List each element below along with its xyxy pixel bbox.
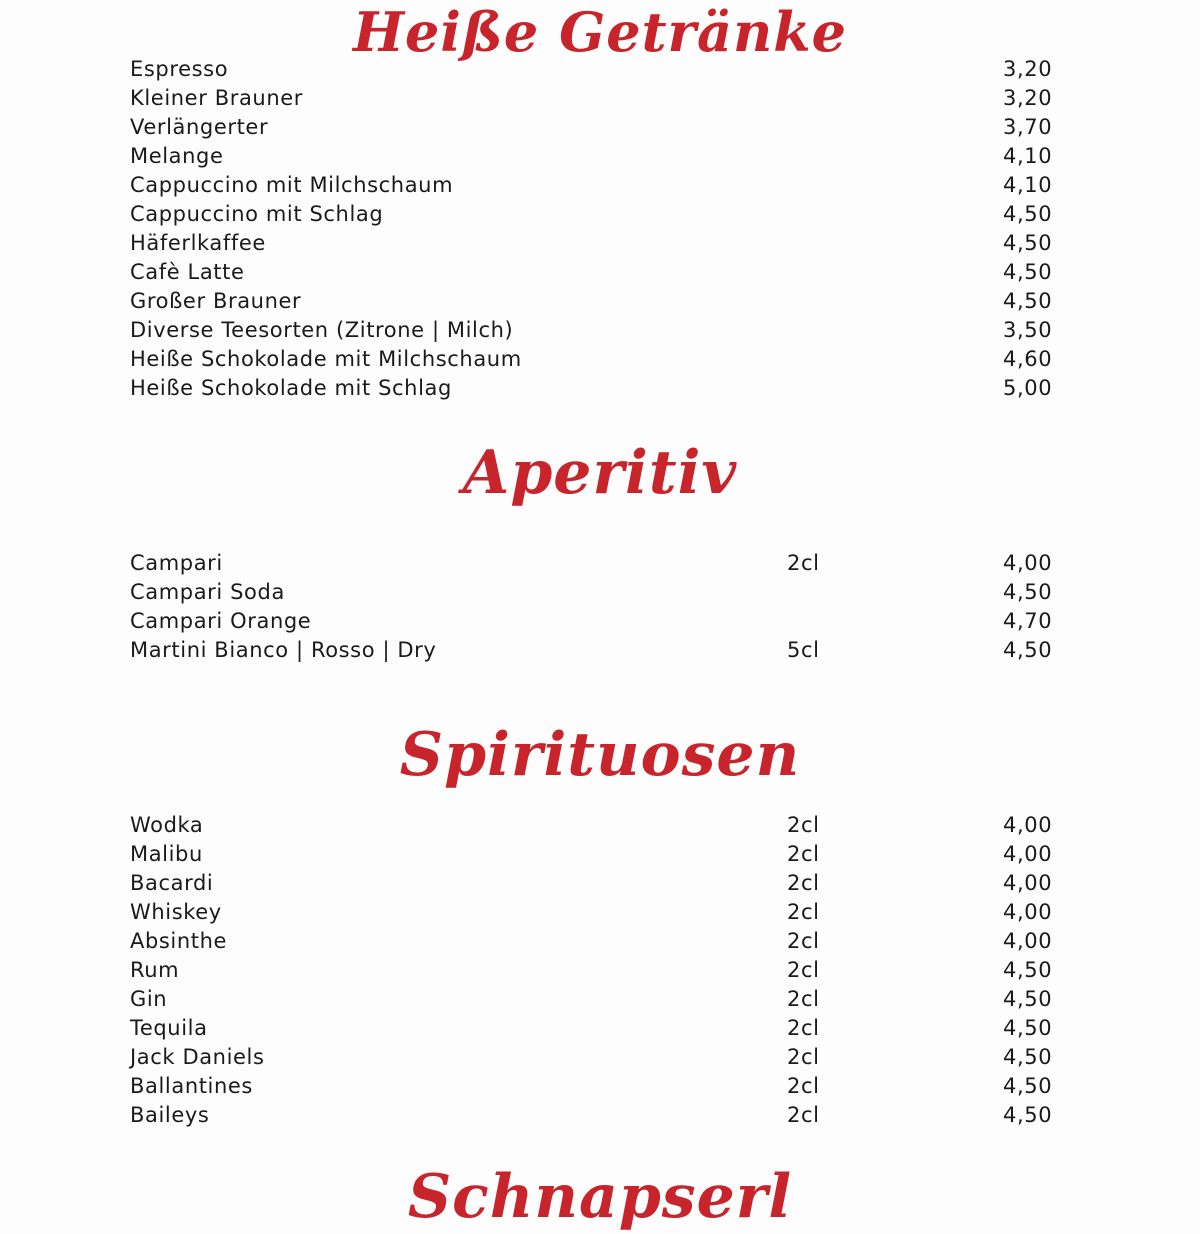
menu-item-row xyxy=(130,374,1060,403)
item-name: Baileys xyxy=(130,1103,210,1127)
menu-item-row xyxy=(130,113,1060,142)
item-name: Absinthe xyxy=(130,929,228,953)
item-name: Häferlkaffee xyxy=(130,231,266,255)
item-volume: 2cl xyxy=(787,958,820,982)
item-volume: 2cl xyxy=(787,551,820,575)
item-volume: 2cl xyxy=(787,900,820,924)
item-volume: 2cl xyxy=(787,1074,820,1098)
item-name: Verlängerter xyxy=(130,115,269,139)
item-volume: 2cl xyxy=(787,871,820,895)
menu-item-row xyxy=(130,1101,1060,1130)
item-price: 4,50 xyxy=(1003,958,1053,982)
item-price: 4,50 xyxy=(1003,638,1053,662)
item-volume: 2cl xyxy=(787,813,820,837)
menu-item-row xyxy=(130,636,1060,665)
menu-item-row xyxy=(130,84,1060,113)
section-title-hot-drinks: Heiße Getränke xyxy=(353,0,847,64)
menu-item-row xyxy=(130,171,1060,200)
item-price: 4,10 xyxy=(1003,144,1053,168)
item-price: 3,50 xyxy=(1003,318,1053,342)
item-volume: 2cl xyxy=(787,929,820,953)
menu-item-row xyxy=(130,811,1060,840)
item-volume: 2cl xyxy=(787,987,820,1011)
item-name: Bacardi xyxy=(130,871,214,895)
item-price: 4,50 xyxy=(1003,202,1053,226)
item-price: 4,70 xyxy=(1003,609,1053,633)
item-name: Tequila xyxy=(130,1016,208,1040)
item-name: Campari Soda xyxy=(130,580,285,604)
item-price: 3,20 xyxy=(1003,57,1053,81)
section-title-spirits: Spirituosen xyxy=(399,720,801,790)
item-price: 4,50 xyxy=(1003,231,1053,255)
menu-item-row xyxy=(130,869,1060,898)
item-name: Jack Daniels xyxy=(130,1045,265,1069)
item-price: 4,50 xyxy=(1003,1103,1053,1127)
menu-item-row xyxy=(130,898,1060,927)
item-volume: 2cl xyxy=(787,1016,820,1040)
aperitif-list xyxy=(130,549,1060,665)
item-volume: 2cl xyxy=(787,1103,820,1127)
menu-item-row xyxy=(130,956,1060,985)
item-price: 4,00 xyxy=(1003,842,1053,866)
item-name: Heiße Schokolade mit Milchschaum xyxy=(130,347,522,371)
section-title-schnaps: Schnapserl xyxy=(407,1162,793,1232)
item-name: Cappuccino mit Schlag xyxy=(130,202,384,226)
hot-drinks-list xyxy=(130,55,1060,403)
menu-item-row xyxy=(130,985,1060,1014)
item-price: 4,50 xyxy=(1003,1074,1053,1098)
menu-item-row xyxy=(130,840,1060,869)
item-name: Campari xyxy=(130,551,223,575)
item-price: 4,50 xyxy=(1003,1016,1053,1040)
item-price: 4,50 xyxy=(1003,987,1053,1011)
item-price: 4,00 xyxy=(1003,871,1053,895)
menu-item-row xyxy=(130,578,1060,607)
item-price: 5,00 xyxy=(1003,376,1053,400)
item-price: 3,70 xyxy=(1003,115,1053,139)
item-name: Kleiner Brauner xyxy=(130,86,303,110)
item-price: 4,00 xyxy=(1003,900,1053,924)
item-name: Großer Brauner xyxy=(130,289,302,313)
item-volume: 2cl xyxy=(787,842,820,866)
section-title-aperitif: Aperitiv xyxy=(462,438,738,508)
item-name: Melange xyxy=(130,144,224,168)
item-price: 4,50 xyxy=(1003,260,1053,284)
menu-item-row xyxy=(130,345,1060,374)
item-price: 4,50 xyxy=(1003,289,1053,313)
item-price: 4,60 xyxy=(1003,347,1053,371)
item-name: Diverse Teesorten (Zitrone | Milch) xyxy=(130,318,514,342)
item-price: 4,10 xyxy=(1003,173,1053,197)
item-name: Wodka xyxy=(130,813,204,837)
menu-item-row xyxy=(130,1014,1060,1043)
item-price: 4,00 xyxy=(1003,813,1053,837)
item-price: 3,20 xyxy=(1003,86,1053,110)
item-price: 4,50 xyxy=(1003,1045,1053,1069)
item-name: Heiße Schokolade mit Schlag xyxy=(130,376,452,400)
menu-item-row xyxy=(130,229,1060,258)
item-name: Martini Bianco | Rosso | Dry xyxy=(130,638,437,662)
item-name: Whiskey xyxy=(130,900,222,924)
menu-item-row xyxy=(130,1043,1060,1072)
item-name: Cappuccino mit Milchschaum xyxy=(130,173,454,197)
item-name: Ballantines xyxy=(130,1074,253,1098)
menu-item-row xyxy=(130,1072,1060,1101)
item-name: Cafè Latte xyxy=(130,260,245,284)
item-name: Malibu xyxy=(130,842,203,866)
menu-item-row xyxy=(130,607,1060,636)
item-price: 4,00 xyxy=(1003,551,1053,575)
menu-item-row xyxy=(130,927,1060,956)
item-volume: 2cl xyxy=(787,1045,820,1069)
item-price: 4,00 xyxy=(1003,929,1053,953)
item-volume: 5cl xyxy=(787,638,820,662)
item-name: Gin xyxy=(130,987,168,1011)
spirits-list xyxy=(130,811,1060,1130)
menu-item-row xyxy=(130,258,1060,287)
item-name: Campari Orange xyxy=(130,609,312,633)
item-name: Espresso xyxy=(130,57,229,81)
menu-item-row xyxy=(130,316,1060,345)
menu-item-row xyxy=(130,200,1060,229)
item-name: Rum xyxy=(130,958,180,982)
menu-item-row xyxy=(130,142,1060,171)
item-price: 4,50 xyxy=(1003,580,1053,604)
menu-item-row xyxy=(130,549,1060,578)
menu-item-row xyxy=(130,287,1060,316)
menu-item-row xyxy=(130,55,1060,84)
